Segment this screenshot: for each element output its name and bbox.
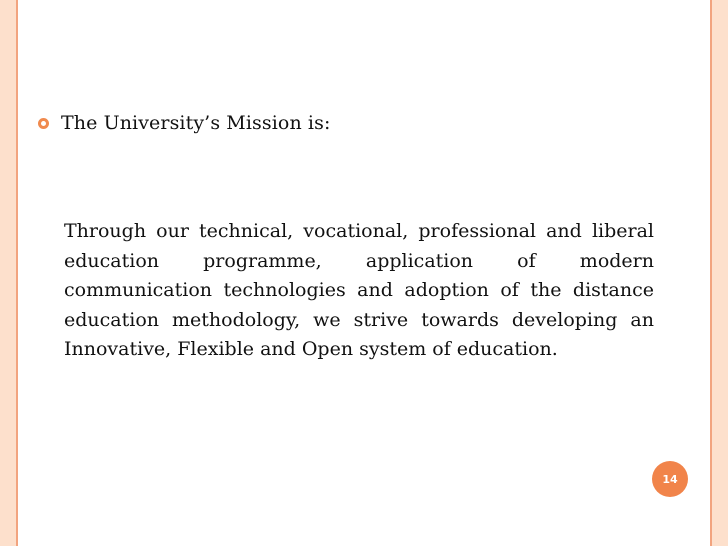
right-border-band bbox=[712, 0, 728, 546]
bullet-item bbox=[38, 112, 330, 134]
right-border-line bbox=[710, 0, 712, 546]
bullet-text: The University’s Mission is: bbox=[61, 112, 331, 134]
left-border-band bbox=[0, 0, 16, 546]
page-number-badge bbox=[652, 461, 688, 497]
mission-statement: Through our technical, vocational, professional and liberal education programme, application of modern communication technologies and adoption of the distance education methodology, we strive towards developing an Innovative, Flexible and Open system of education. bbox=[64, 220, 654, 360]
left-border-line bbox=[16, 0, 18, 546]
ring-bullet-icon bbox=[38, 118, 49, 129]
page-number: 14 bbox=[662, 472, 678, 486]
